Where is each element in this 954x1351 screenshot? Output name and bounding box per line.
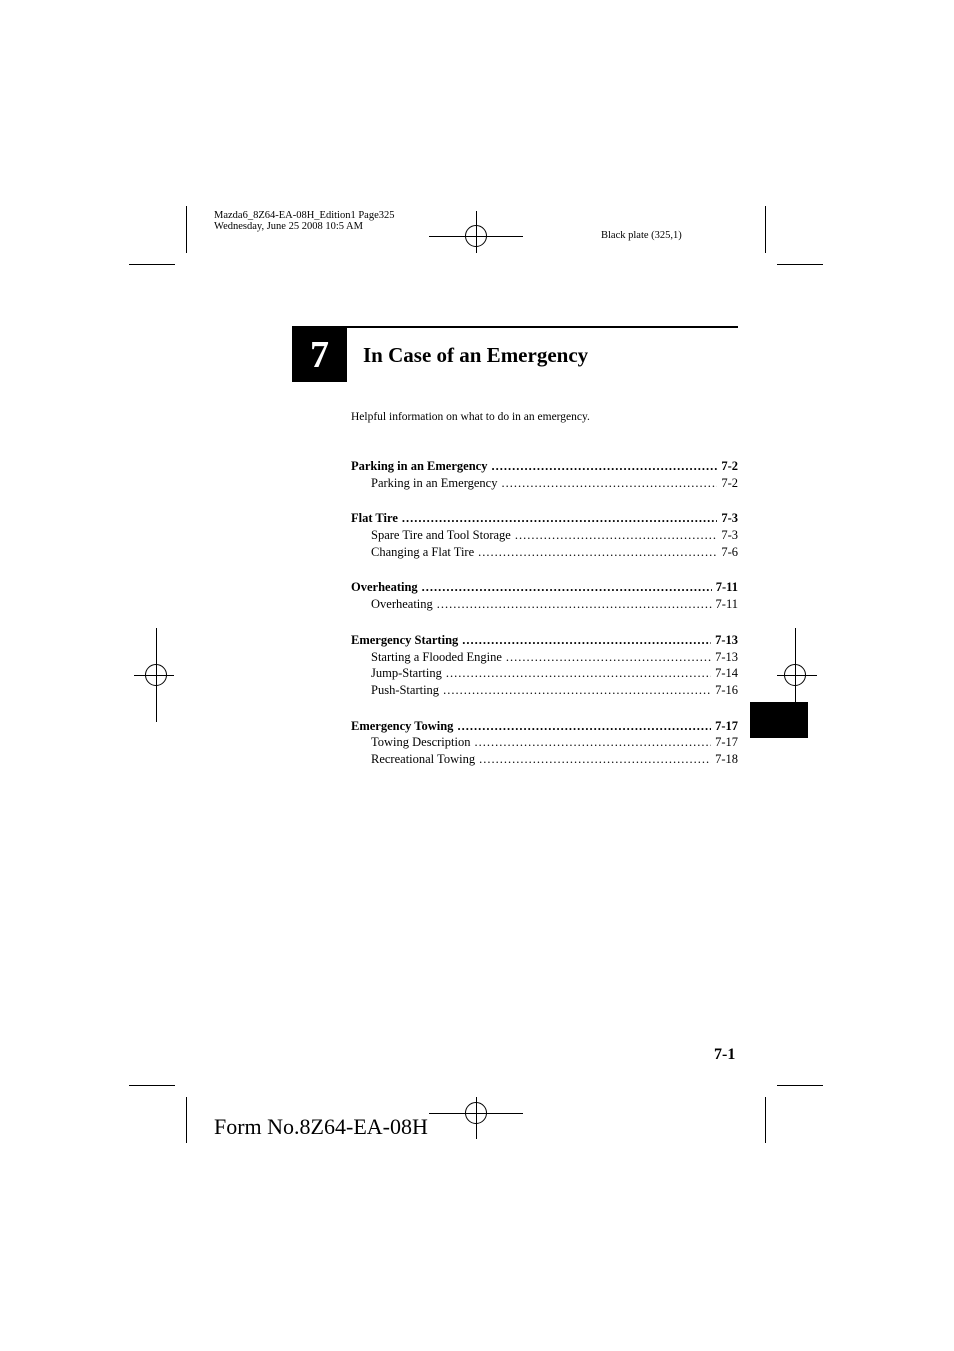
crop-mark-bottom-right-vertical: [765, 1097, 766, 1143]
chapter-number: 7: [310, 334, 329, 376]
crop-mark-top-left-vertical: [186, 206, 187, 253]
toc-subentry[interactable]: Towing Description ..... 7-17: [351, 734, 738, 751]
registration-mark-bottom-circle: [465, 1102, 487, 1124]
toc-group-overheating: [351, 579, 738, 612]
chapter-number-box: [292, 328, 347, 382]
toc-entry[interactable]: Flat Tire ..... 7-3: [351, 510, 738, 527]
toc-subentry[interactable]: Push-Starting ..... 7-16: [351, 682, 738, 699]
page-number: 7-1: [714, 1046, 736, 1063]
chapter-intro: Helpful information on what to do in an emergency.: [351, 411, 590, 423]
toc-subentry[interactable]: Spare Tire and Tool Storage ..... 7-3: [351, 527, 738, 544]
crop-mark-bottom-left-vertical: [186, 1097, 187, 1143]
crop-mark-top-left-horizontal: [129, 264, 175, 265]
chapter-title: In Case of an Emergency: [363, 343, 589, 367]
crop-mark-bottom-left-horizontal: [129, 1085, 175, 1086]
crop-mark-bottom-right-horizontal: [777, 1085, 823, 1086]
toc-entry[interactable]: Parking in an Emergency ..... 7-2: [351, 458, 738, 475]
toc-entry[interactable]: Emergency Towing ..... 7-17: [351, 718, 738, 735]
crop-mark-top-right-vertical: [765, 206, 766, 253]
registration-mark-right-circle: [784, 664, 806, 686]
toc-entry[interactable]: Overheating ..... 7-11: [351, 579, 738, 596]
slug-line-2: Wednesday, June 25 2008 10:5 AM: [214, 221, 363, 232]
plate-label: Black plate (325,1): [601, 230, 682, 241]
toc-group-emergency-starting: [351, 632, 738, 699]
toc-subentry[interactable]: Changing a Flat Tire ..... 7-6: [351, 544, 738, 561]
toc-entry[interactable]: Emergency Starting ..... 7-13: [351, 632, 738, 649]
toc-group-flat-tire: [351, 510, 738, 560]
table-of-contents: [351, 458, 738, 787]
registration-mark-left-circle: [145, 664, 167, 686]
crop-mark-top-right-horizontal: [777, 264, 823, 265]
chapter-thumb-tab: [750, 702, 808, 738]
form-number: Form No.8Z64-EA-08H: [214, 1114, 428, 1139]
registration-mark-top-circle: [465, 225, 487, 247]
toc-group-parking: [351, 458, 738, 491]
toc-subentry[interactable]: Parking in an Emergency ..... 7-2: [351, 475, 738, 492]
toc-subentry[interactable]: Recreational Towing ..... 7-18: [351, 751, 738, 768]
toc-subentry[interactable]: Overheating ..... 7-11: [351, 596, 738, 613]
toc-subentry[interactable]: Starting a Flooded Engine ..... 7-13: [351, 649, 738, 666]
toc-group-emergency-towing: [351, 718, 738, 768]
toc-subentry[interactable]: Jump-Starting ..... 7-14: [351, 665, 738, 682]
slug-line-1: Mazda6_8Z64-EA-08H_Edition1 Page325: [214, 210, 395, 221]
chapter-header-rule: [292, 326, 738, 328]
